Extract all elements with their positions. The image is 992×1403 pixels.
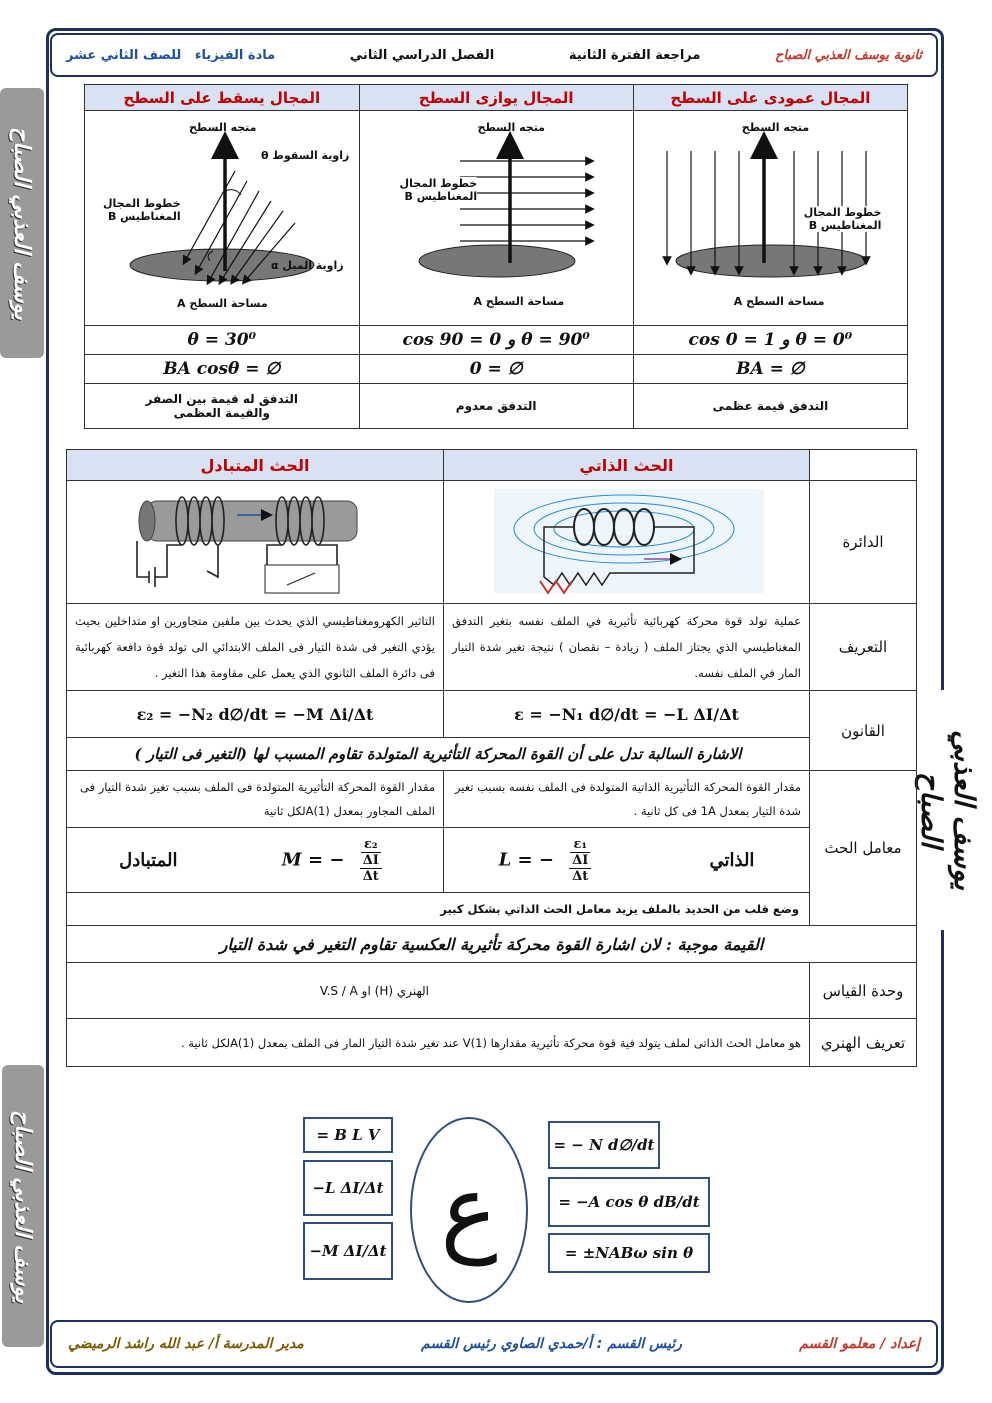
semester: الفصل الدراسي الثاني [349,47,495,63]
iron-note: وضع قلب من الحديد بالملف يزيد معامل الحث الذاتي بشكل كبير [67,893,810,926]
flux-perpendicular: ∅ = BA [633,355,907,384]
diagram-inclined [85,111,360,326]
mutual-coeff-frac: $\frac{\text{ε₂}}{\frac{\Delta I}{\Delta t}}$ [354,837,388,884]
mutual-circuit-diagram [67,481,444,604]
self-inductance-figure [444,481,809,599]
magnetic-text: المغناطيس B [808,219,882,232]
header-self-induction: الحث الذاتي [444,450,810,481]
header-inclined: المجال يسقط على السطح [85,85,360,111]
label-area: مساحة السطح A [733,295,825,308]
page-header [50,33,938,77]
header-parallel: المجال يوازى السطح [359,85,633,111]
self-circuit-diagram [444,481,810,604]
field-lines-text-2: خطوط المجال [399,177,478,190]
flux-inclined: ∅ = BA cosθ [85,355,360,384]
page-footer [50,1320,938,1368]
school-manager: مدير المدرسة أ/ عبد الله راشد الرميضي [68,1336,304,1352]
angle-perpendicular: θ = 0⁰ و cos 0 = 1 [633,326,907,355]
formula-m: −M ΔI/Δt [303,1222,393,1280]
row-label-circuit: الدائرة [810,481,917,604]
label-tilt-angle: زاوية الميل α [271,259,344,272]
parallel-field-figure [360,111,634,325]
label-field-lines-2 [400,177,478,203]
self-word: الذاتي [709,849,755,871]
formula-nab: = ±NABω sin θ [548,1233,710,1273]
label-field-lines [804,206,882,232]
label-field-lines-3 [103,197,181,223]
mutual-inductance-figure [67,481,443,599]
mutual-coeff-eq: M = − $\frac{\text{ε₂}}{\frac{\Delta I}{\Delta t}}$ [282,837,391,884]
field-lines-text: خطوط المجال [803,206,882,219]
diagram-perpendicular [633,111,907,326]
review-title: مراجعة الفترة الثانية [568,47,701,63]
note-perpendicular: التدفق قيمة عظمى [633,384,907,429]
side-watermark-bottom: يوسف العذبي الصباح [2,1065,44,1347]
center-oval: ع [410,1117,528,1303]
mutual-coeff-formula [67,828,444,893]
header-perpendicular: المجال عمودى على السطح [633,85,907,111]
row-label-henry: تعريف الهنري [810,1019,917,1067]
sign-note: الاشارة السالبة تدل على أن القوة المحركة التأثيرية المتولدة تقاوم المسبب لها (التغير فى التيار ) [67,738,810,771]
row-label-definition: التعريف [810,604,917,691]
formula-a: = −A cos θ dB/dt [548,1177,710,1227]
label-surface-vector: متجه السطح [741,121,810,134]
label-incidence-angle: زاوية السقوط θ [261,149,350,162]
positive-note: القيمة موجبة : لان اشارة القوة محركة تأثيرية العكسية تقاوم التغير في شدة التيار [67,926,917,963]
label-area-3: مساحة السطح A [177,297,268,310]
header-mutual-induction: الحث المتبادل [67,450,444,481]
department-head: رئيس القسم : أ/حمدي الصاوي رئيس القسم [421,1336,682,1352]
magnetic-text-2: المغناطيس B [404,190,478,203]
unit-text: الهنري (H) او V.S / A [67,963,810,1019]
henry-text: هو معامل الحث الذاتى لملف يتولد فية قوة محركة تأثيرية مقدارها V(1) عند تغير شدة التيار المار فى الملف بمعدل A(1)لكل ثانية . [67,1019,810,1067]
magnetic-text-3: المغناطيس B [107,210,181,223]
note-parallel: التدفق معدوم [359,384,633,429]
header-empty [810,450,917,481]
formula-n: = − N d∅/dt [548,1121,660,1169]
grade: للصف الثاني عشر [66,47,182,63]
prepared-by: إعداد / معلمو القسم [799,1336,920,1352]
side-watermark-right: يوسف العذبي الصباح [920,690,976,930]
self-definition: عملية تولد قوة محركة كهربائية تأثيرية في الملف نفسه بتغير التدفق المغناطيسي الذي يجتاز الملف ( زيادة – نقصان ) نتيجة تغير شدة التيار المار في الملف نفسه. [444,604,810,691]
school-name: ثانوية يوسف العذبي الصباح [774,47,922,63]
subject: مادة الفيزياء [194,47,276,63]
row-label-unit: وحدة القياس [810,963,917,1019]
angle-inclined: θ = 30⁰ [85,326,360,355]
flux-parallel: ∅ = 0 [359,355,633,384]
mutual-definition: التاثير الكهرومغناطيسي الذي يحدث بين ملفين متجاورين او متداخلين بحيث يؤدي التغير فى شدة التيار فى الملف الابتدائي الى تولد قوة دافعة كهربائية فى دائرة الملف الثانوي الذي يعمل على مقاومة هذا التغير . [67,604,444,691]
self-coeff-formula [444,828,810,893]
formula-blv: = B L V [303,1117,393,1153]
diagram-parallel [359,111,633,326]
side-watermark-top: يوسف العذبي الصباح [0,88,44,358]
mutual-word: المتبادل [119,849,178,871]
mutual-coeff-def: مقدار القوة المحركة التأثيرية المتولدة فى الملف بسبب تغير شدة التيار فى الملف المجاور بمعدل A(1)لكل ثانية [67,771,444,828]
formula-l: −L ΔI/Δt [303,1160,393,1216]
angle-parallel: θ = 90⁰ و cos 90 = 0 [359,326,633,355]
self-coeff-def: مقدار القوة المحركة التأثيرية الذاتية المتولدة فى الملف نفسه بسبب تغير شدة التيار بمعدل 1A فى كل ثانية . [444,771,810,828]
self-coeff-frac: $\frac{\text{ε₁}}{\frac{\Delta I}{\Delta t}}$ [563,837,597,884]
label-surface-vector-3: متجه السطح [189,121,257,134]
induction-table [66,449,917,1067]
label-surface-vector-2: متجه السطح [477,121,545,134]
row-label-law: القانون [810,691,917,771]
note-inclined: التدفق له قيمة بين الصفر والقيمة العظمى [85,384,360,429]
field-lines-text-3: خطوط المجال [103,197,181,210]
row-label-coefficient: معامل الحث [810,771,917,926]
flux-table [84,84,908,429]
self-coeff-eq: L = − $\frac{\text{ε₁}}{\frac{\Delta I}{\Delta t}}$ [499,837,601,884]
self-law: ε = −N₁ d∅/dt = −L ΔI/Δt [444,691,810,738]
label-area-2: مساحة السطح A [473,295,565,308]
mutual-law: ε₂ = −N₂ d∅/dt = −M Δi/Δt [67,691,444,738]
subject-grade [66,48,275,63]
